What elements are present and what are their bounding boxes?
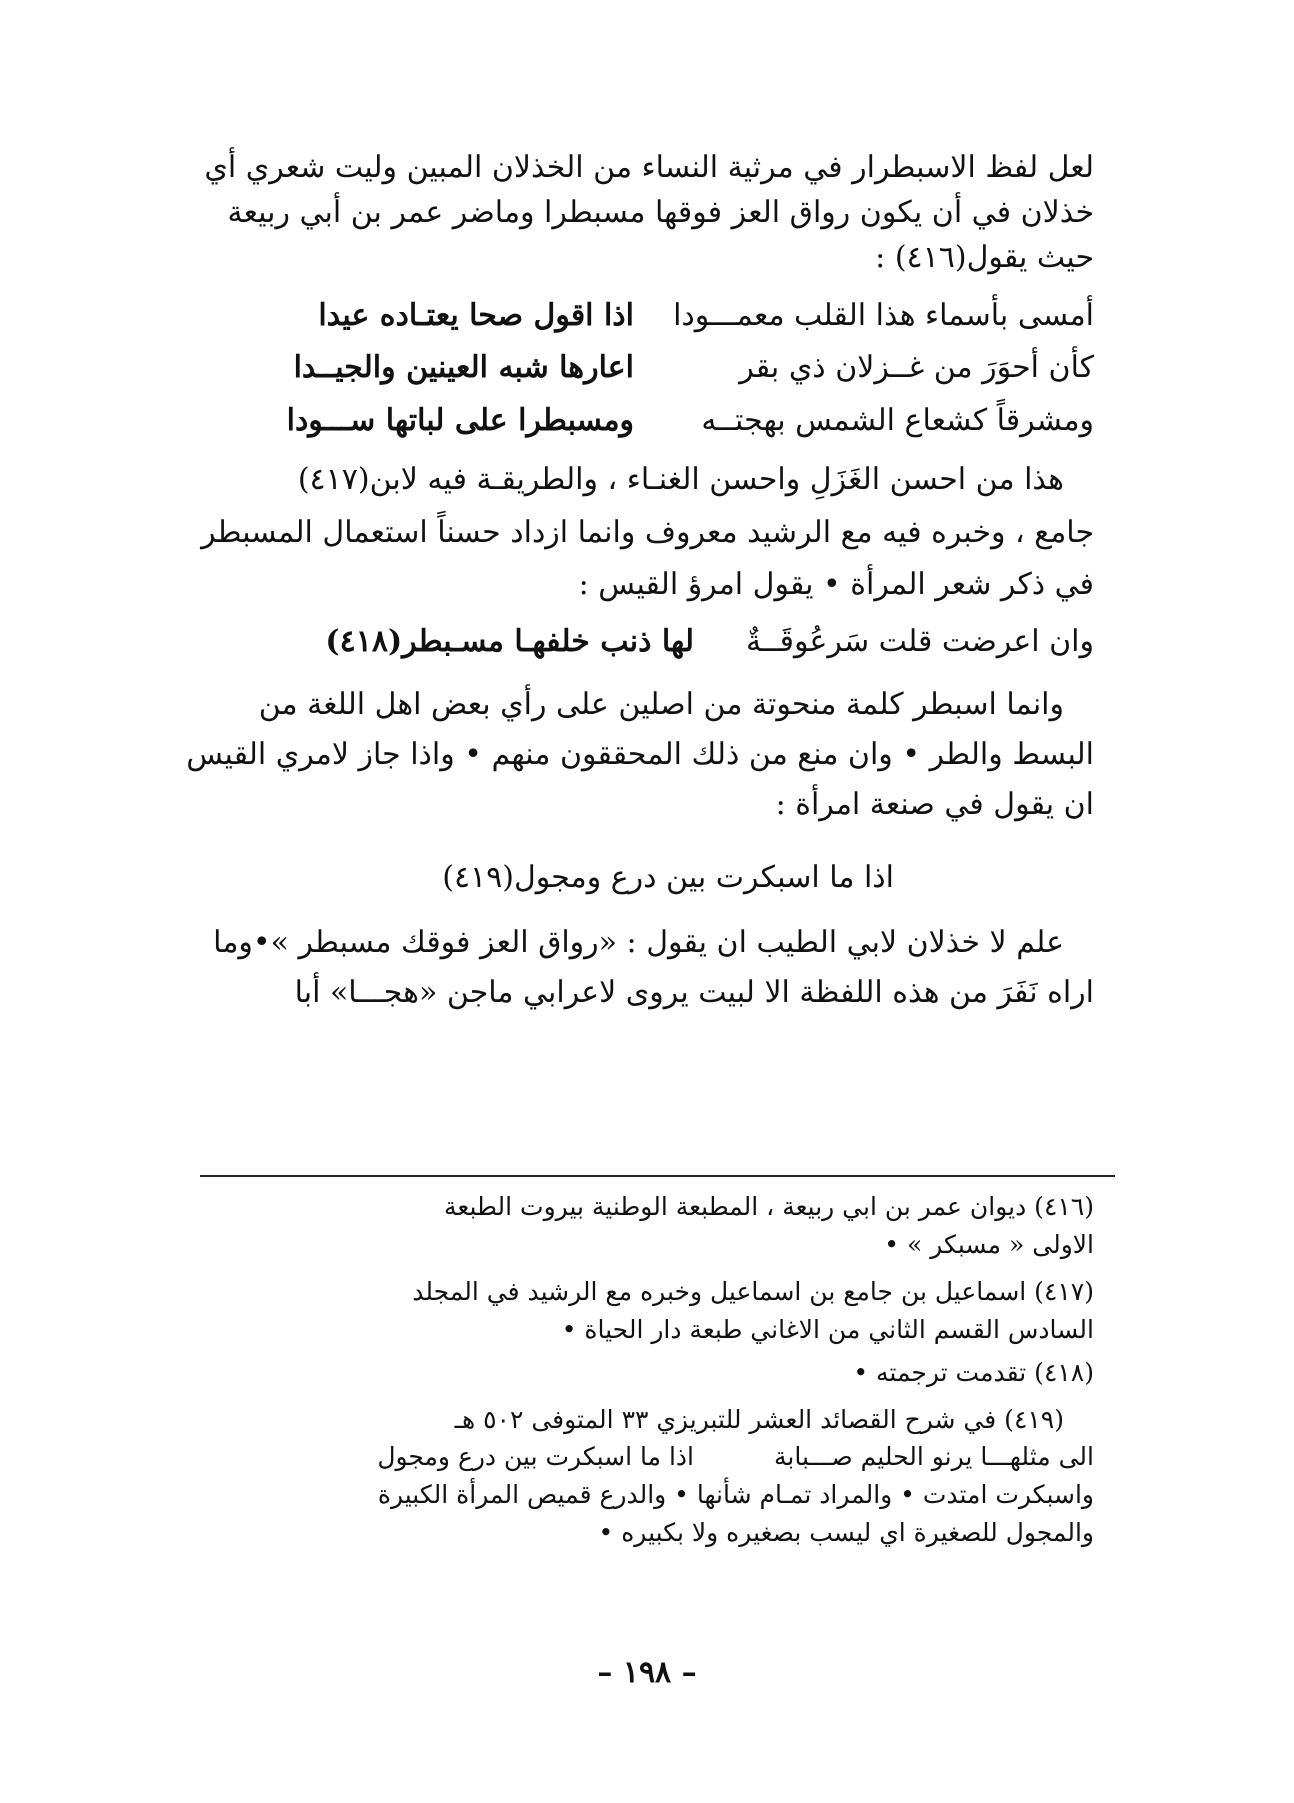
body-line: علم لا خذلان لابي الطيب ان يقول : «رواق العز فوقك مسبطر »•وما (213, 925, 1064, 960)
body-line: هذا من احسن الغَزَلِ واحسن الغنـاء ، والطريقـة فيه لابن(٤١٧) (297, 462, 1064, 497)
footnote-line: والمجول للصغيرة اي ليسب بصغيره ولا بكبيره • (598, 1518, 1094, 1547)
footnote-divider (200, 1175, 1115, 1177)
footnote-line: (٤١٩) في شرح القصائد العشر للتبريزي ٣٣ المتوفى ٥٠٢ هـ (454, 1405, 1064, 1434)
footnote-line: الاولى « مسبكر » • (884, 1230, 1094, 1259)
footnote-line: واسبكرت امتدت • والمراد تمـام شأنها • والدرع قميص المرأة الكبيرة (377, 1480, 1094, 1509)
body-line: خذلان في أن يكون رواق العز فوقها مسبطرا وماضر عمر بن أبي ربيعة (227, 195, 1094, 230)
footnote-line: (٤١٨) تقدمت ترجمته • (853, 1358, 1094, 1387)
footnote-verse-left: اذا ما اسبكرت بين درع ومجول (377, 1442, 694, 1471)
body-line: جامع ، وخبره فيه مع الرشيد معروف وانما ازداد حسناً استعمال المسبطر (201, 515, 1094, 550)
footnote-line: السادس القسم الثاني من الاغاني طبعة دار الحياة • (561, 1315, 1094, 1344)
body-line: حيث يقول(٤١٦) : (875, 240, 1094, 275)
verse-hemistich-right: وان اعرضت قلت سَرعُوقَــةٌ (745, 624, 1094, 659)
verse-hemistich-left: لها ذنب خلفهـا مسـبطر(٤١٨) (325, 624, 694, 659)
footnote-line: (٤١٦) ديوان عمر بن ابي ربيعة ، المطبعة الوطنية بيروت الطبعة (444, 1192, 1094, 1221)
verse-hemistich-right: أمسى بأسماء هذا القلب معمـــودا (673, 298, 1094, 333)
body-line: اراه نَفَرَ من هذه اللفظة الا لبيت يروى لاعرابي ماجن «هجـــا» أبا (294, 975, 1094, 1010)
verse-hemistich-right: كأن أحوَرَ من غــزلان ذي بقر (739, 350, 1094, 385)
verse-hemistich-right: ومشرقاً كشعاع الشمس بهجتــه (701, 403, 1094, 438)
verse-hemistich-left: ومسبطرا على لباتها ســـودا (286, 403, 634, 438)
verse-hemistich-left: اذا اقول صحا يعتـاده عيدا (318, 298, 634, 333)
verse-line-centered: اذا ما اسبكرت بين درع ومجول(٤١٩) (442, 860, 894, 895)
body-line: وانما اسبطر كلمة منحوتة من اصلين على رأي بعض اهل اللغة من (258, 687, 1064, 722)
footnote-line: (٤١٧) اسماعيل بن جامع بن اسماعيل وخبره مع الرشيد في المجلد (412, 1277, 1094, 1306)
body-line: ان يقول في صنعة امرأة : (775, 787, 1094, 822)
body-line: البسط والطر • وان منع من ذلك المحققون منهم • واذا جاز لامري القيس (186, 737, 1094, 772)
body-line: في ذكر شعر المرأة • يقول امرؤ القيس : (578, 567, 1094, 602)
body-line: لعل لفظ الاسبطرار في مرثية النساء من الخذلان المبين وليت شعري أي (204, 150, 1094, 185)
page-number: – ١٩٨ – (597, 1655, 697, 1690)
verse-hemistich-left: اعارها شبه العينين والجيــدا (293, 350, 634, 385)
footnote-verse-right: الى مثلهـــا يرنو الحليم صـــبابة (773, 1442, 1094, 1471)
